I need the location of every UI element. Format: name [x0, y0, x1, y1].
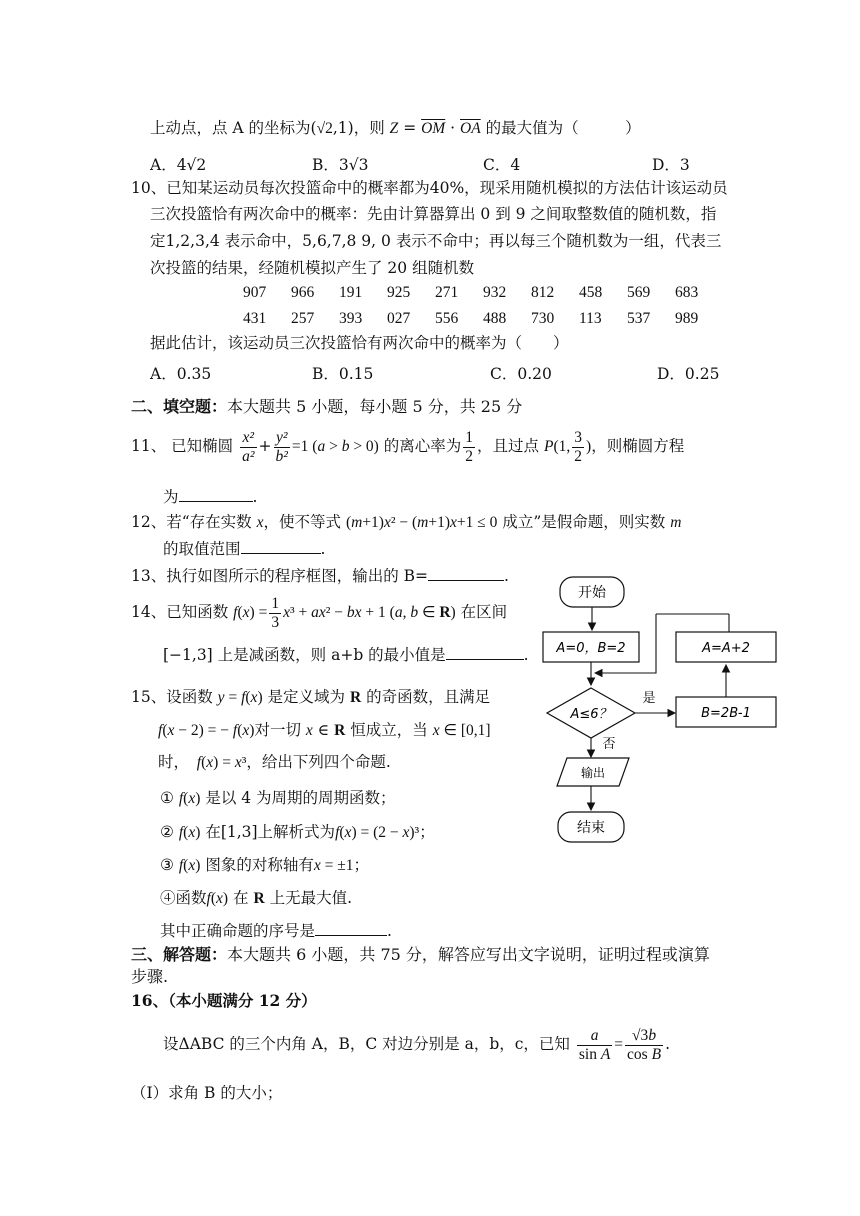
- q16-title: 16、（本小题满分 12 分）: [131, 991, 317, 1010]
- q15-line2: f(x − 2) = − f(x)对一切 x ∈ R 恒成立，当 x ∈ [0,1]: [158, 721, 491, 739]
- flow-no-label: 否: [602, 737, 616, 752]
- q11-line1: 11、 已知椭圆 $\frac{\text{x²}}{\text{a²}}$ + $\frac{\text{y²}}{\text{b²}}$ =1 (a > b > 0) 的离心率为 $\frac{1}{2}$ ，且过点 P(1, $\frac{3}{2}$ )，则椭圆方程: [131, 428, 685, 465]
- q10-numbers-row2: 431 257 393 027 556 488 730 113 537 989: [243, 310, 699, 327]
- q10-option-c: C．0.20: [490, 365, 552, 383]
- q10-option-b: B．0.15: [312, 365, 374, 383]
- flow-a-update-label: A=A+2: [702, 641, 750, 656]
- q9-option-b: B．3√3: [312, 156, 369, 174]
- q15-prop1: ① f(x) 是以 4 为周期的周期函数；: [160, 789, 396, 807]
- q12-line1: 12、若“存在实数 x，使不等式 (m+1)x² − (m+1)x+1 ≤ 0 成立”是假命题，则实数 m: [131, 513, 682, 531]
- section3-heading: 三、解答题：本大题共 6 小题，共 75 分，解答应写出文字说明，证明过程或演算: [131, 945, 710, 964]
- q15-prop2: ② f(x) 在[1,3]上解析式为f(x) = (2 − x)³；: [160, 823, 435, 841]
- q15-prop4: ④函数f(x) 在 R 上无最大值.: [160, 889, 353, 907]
- flowchart: [535, 570, 795, 860]
- q10-line3: 定1,2,3,4 表示命中，5,6,7,8 9, 0 表示不命中；再以每三个随机数为一组，代表三: [150, 232, 722, 250]
- q15-answer-blank[interactable]: [315, 919, 387, 936]
- q12-answer-blank[interactable]: [241, 537, 321, 554]
- q11-line2: 为 .: [163, 485, 257, 508]
- flow-b-update-label: B=2B-1: [701, 706, 751, 721]
- flow-end-label: 结束: [577, 820, 605, 836]
- q15-line3: 时， f(x) = x³，给出下列四个命题.: [158, 753, 391, 771]
- q10-line1: 10、已知某运动员每次投篮命中的概率都为40%，现采用随机模拟的方法估计该运动员: [131, 179, 728, 197]
- q10-tail: 据此估计，该运动员三次投篮恰有两次命中的概率为（ ）: [150, 334, 569, 352]
- q12-line2: 的取值范围 .: [163, 537, 325, 560]
- q13-line: 13、执行如图所示的程序框图，输出的 B= .: [131, 564, 509, 587]
- q10-option-a: A．0.35: [150, 365, 212, 383]
- q16-part1: （I）求角 B 的大小；: [131, 1084, 283, 1102]
- q13-answer-blank[interactable]: [428, 564, 504, 581]
- section2-heading: 二、填空题：本大题共 5 小题，每小题 5 分，共 25 分: [131, 397, 523, 416]
- q9-option-a: A．4√2: [150, 156, 207, 174]
- flow-init-label: A=0，B=2: [556, 641, 626, 656]
- q15-line1: 15、设函数 y = f(x) 是定义域为 R 的奇函数，且满足: [131, 688, 491, 706]
- q15-prop3: ③ f(x) 图象的对称轴有x = ±1；: [160, 856, 369, 874]
- q9-option-d: D．3: [652, 156, 690, 174]
- q11-answer-blank[interactable]: [179, 485, 253, 502]
- q16-body: 设ΔABC 的三个内角 A，B，C 对边分别是 a，b，c，已知 $\frac{a}{\text{sin A}}$ = $\frac{√3b}{\text{cos B}}$ .: [163, 1026, 670, 1063]
- q10-numbers-row1: 907 966 191 925 271 932 812 458 569 683: [243, 284, 699, 301]
- q10-line4: 次投篮的结果，经随机模拟产生了 20 组随机数: [150, 259, 475, 277]
- q9-line: 上动点，点 A 的坐标为(√2,1)，则 $Z = \overline{OM} \cdot \overline{OA}$ 的最大值为（ ）: [150, 119, 641, 137]
- q10-option-d: D．0.25: [657, 365, 720, 383]
- q14-line1: 14、已知函数 f(x) = $\frac{1}{3}$ x³ + ax² − bx + 1 (a, b ∈ R) 在区间: [131, 594, 508, 631]
- flow-condition-label: A≤6？: [570, 707, 612, 722]
- q9-option-c: C．4: [483, 156, 521, 174]
- section3-heading-cont: 步骤.: [131, 967, 169, 986]
- flow-start-label: 开始: [578, 585, 606, 601]
- q14-line2: [−1,3] 上是减函数，则 a+b 的最小值是 .: [163, 643, 529, 666]
- flow-output-label: 输出: [580, 766, 606, 780]
- flow-yes-label: 是: [642, 691, 656, 706]
- q14-answer-blank[interactable]: [446, 643, 524, 660]
- q15-conclusion: 其中正确命题的序号是 .: [160, 919, 392, 942]
- q10-line2: 三次投篮恰有两次命中的概率：先由计算器算出 0 到 9 之间取整数值的随机数，指: [150, 205, 717, 223]
